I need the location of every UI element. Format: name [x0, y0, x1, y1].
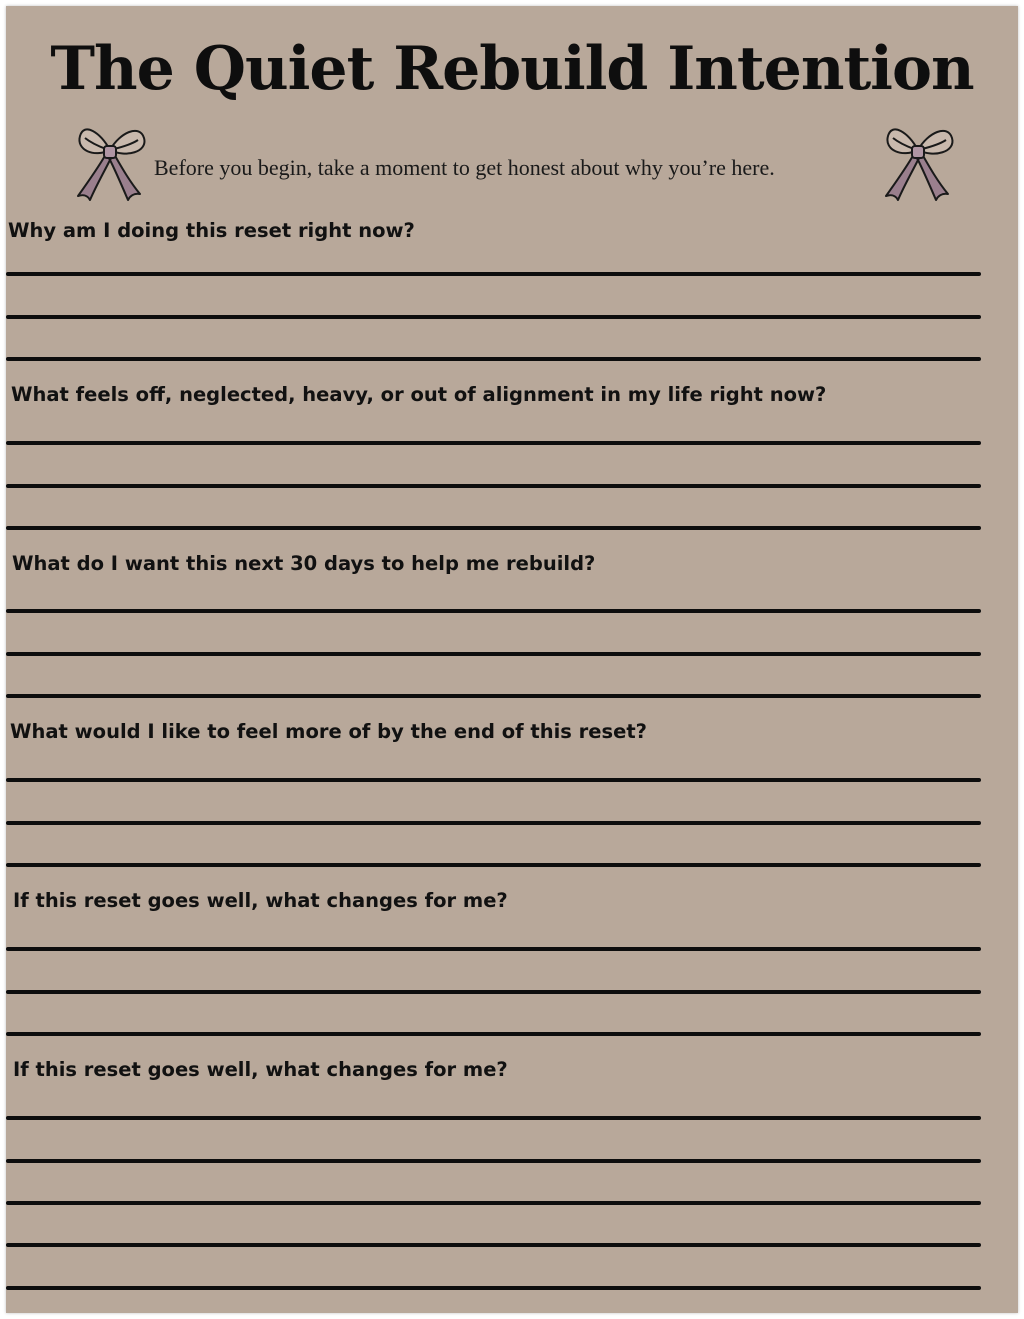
- page-subtitle: Before you begin, take a moment to get honest about why you’re here.: [154, 155, 775, 180]
- bow-icon-left: [70, 122, 150, 204]
- question-prompt: What feels off, neglected, heavy, or out of alignment in my life right now?: [11, 383, 827, 406]
- answer-line[interactable]: [6, 357, 981, 361]
- question-prompt: If this reset goes well, what changes for me?: [13, 1058, 508, 1081]
- answer-line[interactable]: [6, 1032, 981, 1036]
- answer-line[interactable]: [6, 272, 981, 276]
- answer-line[interactable]: [6, 1116, 981, 1120]
- answer-line[interactable]: [6, 315, 981, 319]
- question-prompt: What would I like to feel more of by the end of this reset?: [10, 720, 647, 743]
- answer-line[interactable]: [6, 990, 981, 994]
- question-prompt: Why am I doing this reset right now?: [8, 219, 415, 242]
- question-prompt: If this reset goes well, what changes for me?: [13, 889, 508, 912]
- answer-line[interactable]: [6, 484, 981, 488]
- answer-line[interactable]: [6, 652, 981, 656]
- answer-line[interactable]: [6, 526, 981, 530]
- question-prompt: What do I want this next 30 days to help me rebuild?: [12, 552, 596, 575]
- page-title: The Quiet Rebuild Intention: [50, 34, 974, 104]
- bow-icon-right: [878, 122, 958, 204]
- answer-line[interactable]: [6, 947, 981, 951]
- answer-line[interactable]: [6, 1159, 981, 1163]
- answer-line[interactable]: [6, 1286, 981, 1290]
- answer-line[interactable]: [6, 863, 981, 867]
- answer-line[interactable]: [6, 1243, 981, 1247]
- answer-line[interactable]: [6, 821, 981, 825]
- answer-line[interactable]: [6, 694, 981, 698]
- answer-line[interactable]: [6, 609, 981, 613]
- answer-line[interactable]: [6, 441, 981, 445]
- worksheet-page: [6, 6, 1018, 1313]
- answer-line[interactable]: [6, 1201, 981, 1205]
- answer-line[interactable]: [6, 778, 981, 782]
